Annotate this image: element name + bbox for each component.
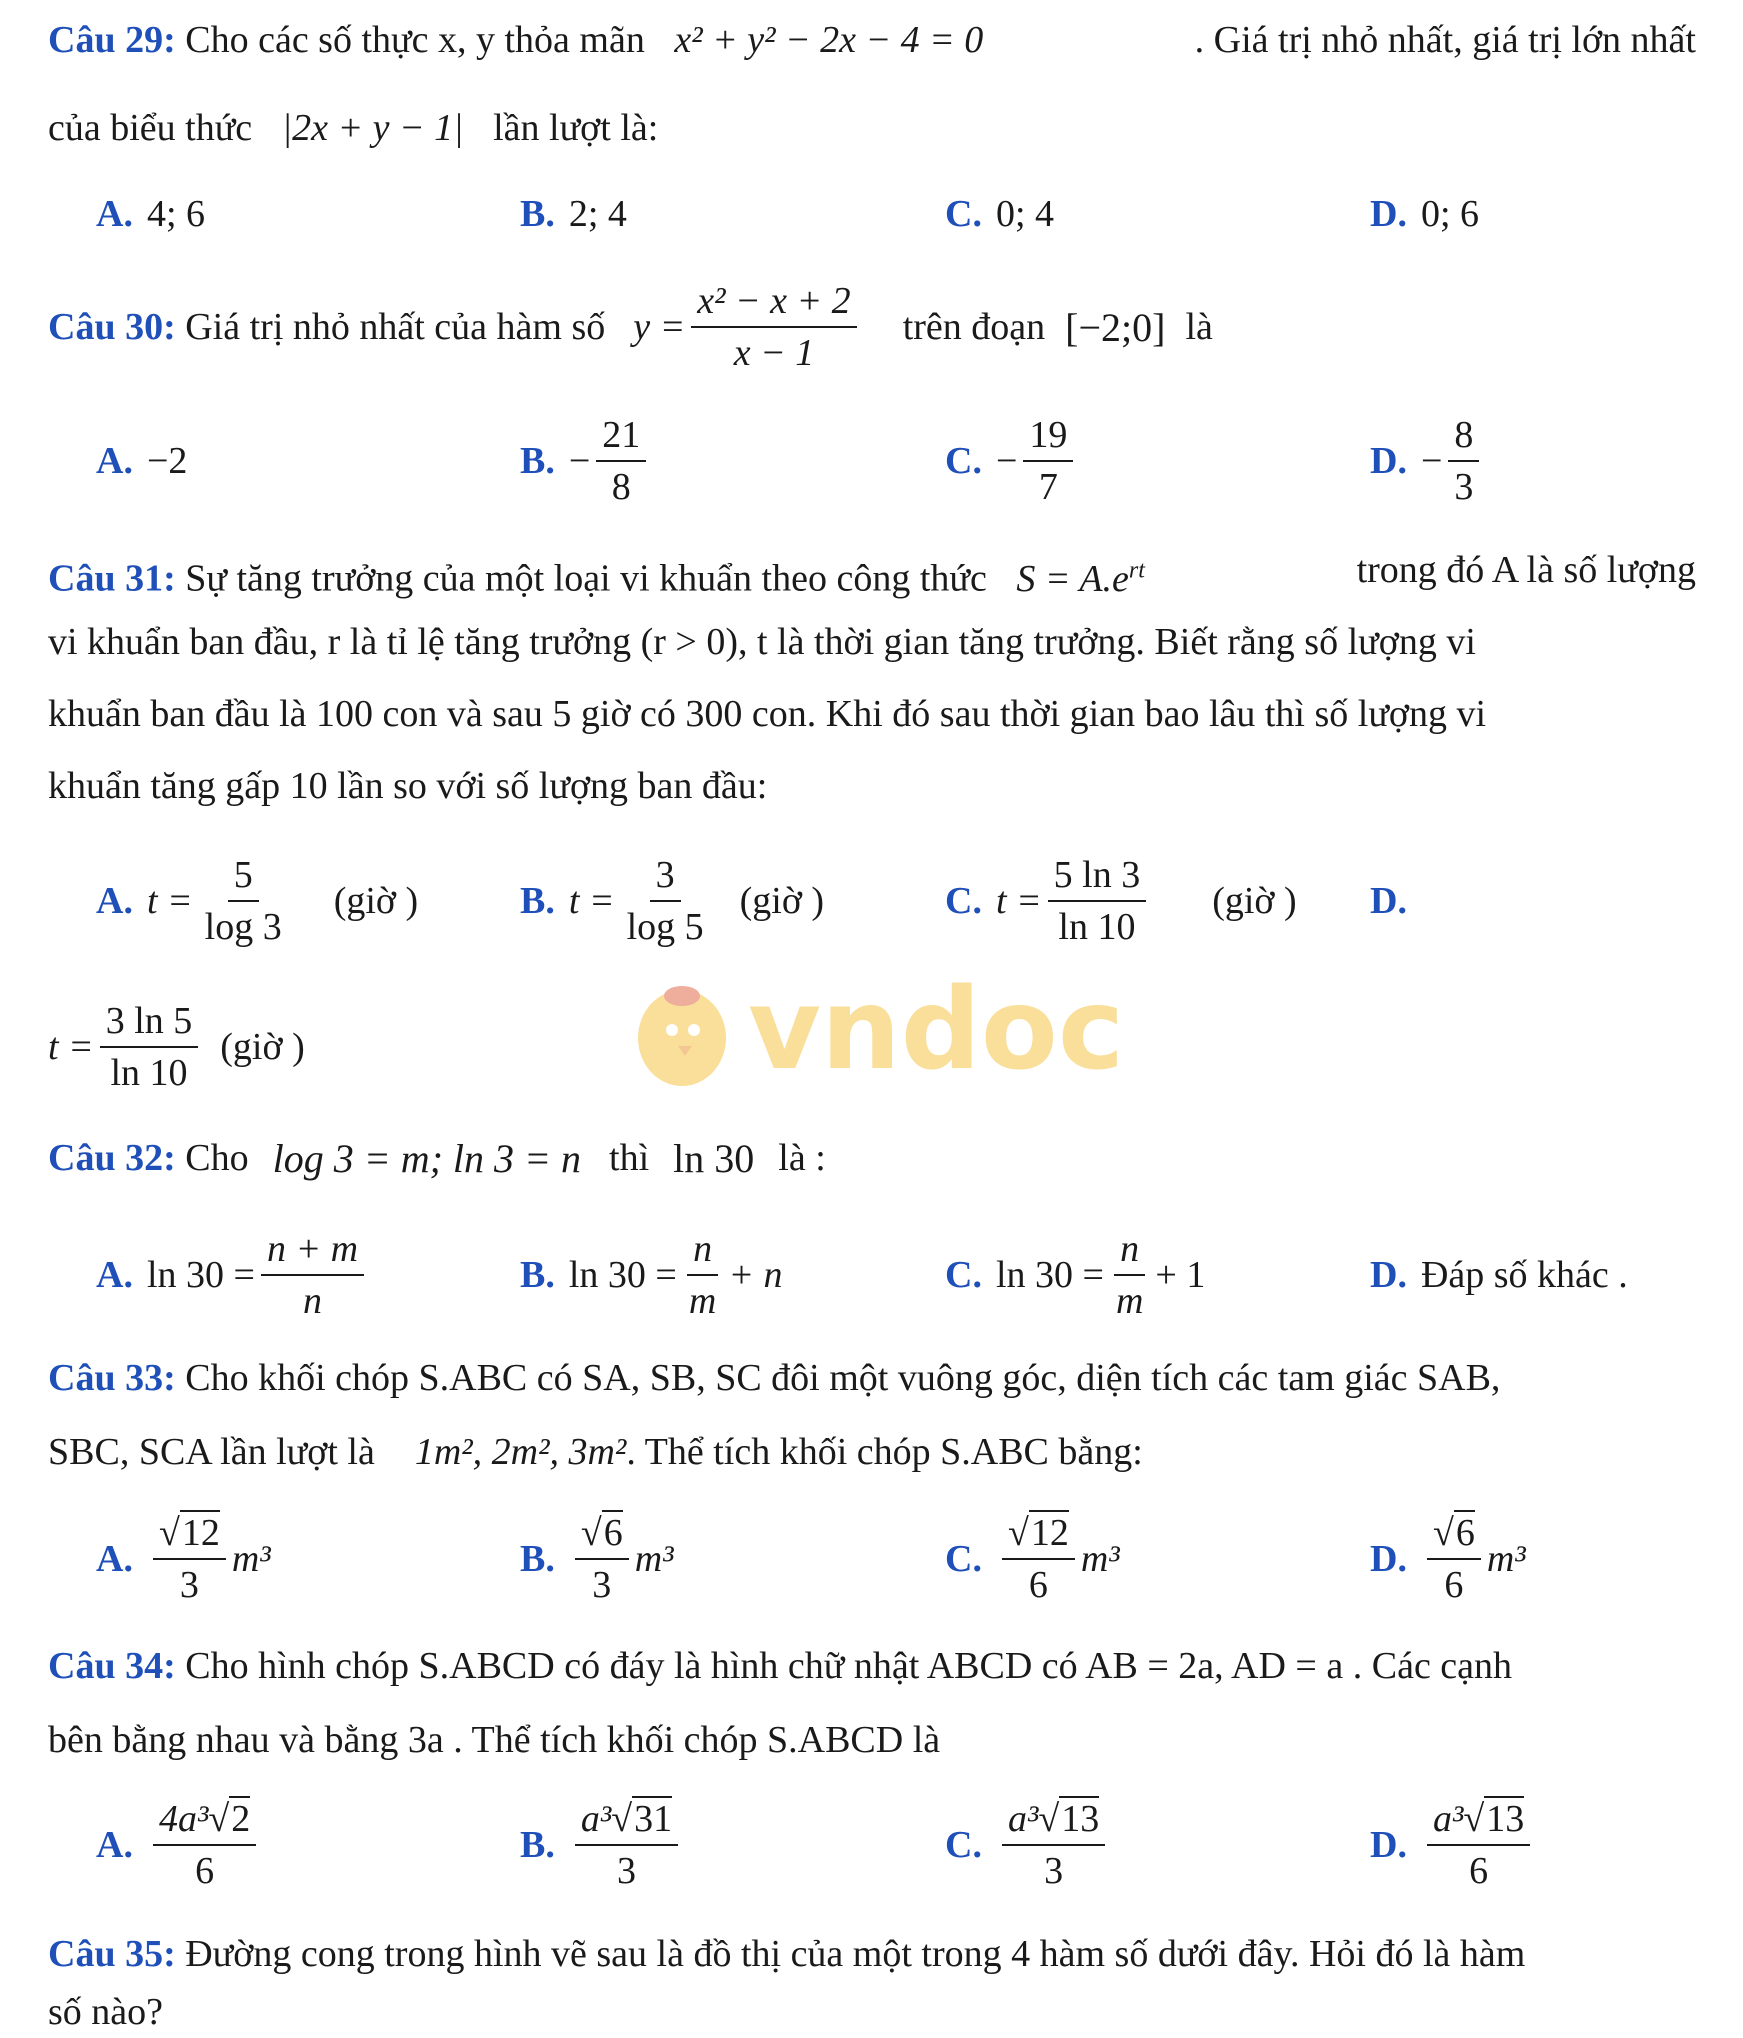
q33-options — [0, 1504, 1743, 1614]
q34-line-2: bên bằng nhau và bằng 3a . Thể tích khối chóp S.ABCD là — [48, 1719, 941, 1761]
q30-option-a: A. −2 — [96, 440, 188, 482]
q33-option-b: B. $\frac{√6}{3}$ m³ — [520, 1512, 674, 1606]
q35-line-1: Câu 35: Đường cong trong hình vẽ sau là đồ thị của một trong 4 hàm số dưới đây. Hỏi đó là hàm — [48, 1933, 1526, 1975]
q32-option-a: A. ln 30 = $\frac{n + m}{n}$ — [96, 1220, 370, 1330]
q31-option-d: t = $\frac{3 \ln 5}{\ln 10}$ (giờ ) — [48, 1000, 305, 1094]
q30-function-fraction: $\frac{\text{x² − x + 2}}{x - 1}$ — [691, 282, 856, 372]
q33-label: Câu 33: — [48, 1357, 176, 1399]
q29-option-b: B. 2; 4 — [520, 193, 627, 235]
q29-expression: x² + y² − 2x − 4 = 0 — [674, 19, 984, 61]
q35-line-2: số nào? — [48, 1991, 164, 2033]
q31-formula: $S = A.e^{rt}$ — [1016, 557, 1145, 600]
q30-stem: Câu 30: Giá trị nhỏ nhất của hàm số y = $\frac{\text{x² − x + 2}}{x - 1}$ trên đoạn [−2;0] là — [48, 280, 1213, 374]
q32-label: Câu 32: — [48, 1137, 176, 1179]
q32-option-c: C. ln 30 = $\frac{n}{m}$ + 1 — [945, 1228, 1206, 1322]
q31-options-row-1 — [0, 846, 1743, 956]
q30-option-c: C. − $\frac{19}{7}$ — [945, 406, 1079, 516]
q31-line-3: khuẩn ban đầu là 100 con và sau 5 giờ có 300 con. Khi đó sau thời gian bao lâu thì số lượng vi — [48, 693, 1487, 735]
q32-options — [0, 1220, 1743, 1330]
q34-label: Câu 34: — [48, 1645, 176, 1687]
q34-option-b: B. $\frac{\text{a³√31}}{3}$ — [520, 1790, 684, 1900]
q33-line-2: SBC, SCA lần lượt là 1m², 2m², 3m². Thể tích khối chóp S.ABC bằng: — [48, 1431, 1143, 1473]
q34-line-1: Câu 34: Cho hình chóp S.ABCD có đáy là hình chữ nhật ABCD có AB = 2a, AD = a . Các cạnh — [48, 1645, 1513, 1687]
watermark-text: vndoc — [748, 965, 1125, 1095]
q29-line-2 — [48, 104, 1696, 152]
q31-line-2: vi khuẩn ban đầu, r là tỉ lệ tăng trưởng (r > 0), t là thời gian tăng trưởng. Biết rằng số lượng vi — [48, 621, 1476, 663]
q31-option-a: A. t = $\frac{5}{\log 3}$ (giờ ) — [96, 854, 419, 948]
q30-interval: [−2;0] — [1065, 304, 1166, 350]
q34-options — [0, 1790, 1743, 1900]
q29-line-1 — [48, 16, 1696, 64]
q33-line-1: Câu 33: Cho khối chóp S.ABC có SA, SB, SC đôi một vuông góc, diện tích các tam giác SAB, — [48, 1357, 1501, 1399]
q35-label: Câu 35: — [48, 1933, 176, 1975]
q29-option-c: C. 0; 4 — [945, 193, 1055, 235]
q29-option-a: A. 4; 6 — [96, 193, 206, 235]
q32-expression: log 3 = m; ln 3 = n — [272, 1135, 582, 1181]
q30-text-1: Giá trị nhỏ nhất của hàm số — [185, 306, 606, 348]
q29-text-1: Cho các số thực x, y thỏa mãn — [185, 19, 645, 61]
q30-option-d: D. − $\frac{8}{3}$ — [1370, 406, 1485, 516]
q29-label: Câu 29: — [48, 19, 176, 61]
q30-option-b: B. − $\frac{21}{8}$ — [520, 406, 652, 516]
q30-label: Câu 30: — [48, 306, 176, 348]
q30-options — [0, 406, 1743, 516]
q29-option-d: D. 0; 6 — [1370, 193, 1480, 235]
q33-option-a: A. $\frac{√12}{3}$ m³ — [96, 1512, 271, 1606]
q32-option-d: D. Đáp số khác . — [1370, 1254, 1628, 1296]
q31-option-d-label: D. — [1370, 880, 1407, 922]
q29-options — [0, 164, 1743, 264]
q34-option-c: C. $\frac{\text{a³√13}}{3}$ — [945, 1790, 1111, 1900]
q32-option-b: B. ln 30 = $\frac{n}{m}$ + n — [520, 1228, 783, 1322]
q29-expression-2: |2x + y − 1| — [281, 107, 464, 149]
q29-text-2: . Giá trị nhỏ nhất, giá trị lớn nhất — [1194, 19, 1696, 61]
q34-option-a: A. $\frac{\text{4a³√2}}{6}$ — [96, 1790, 262, 1900]
q31-option-b: B. t = $\frac{3}{\log 5}$ (giờ ) — [520, 854, 825, 948]
q31-line-4: khuẩn tăng gấp 10 lần so với số lượng ban đầu: — [48, 765, 768, 807]
q34-option-d: D. $\frac{\text{a³√13}}{6}$ — [1370, 1790, 1536, 1900]
q29-text-4: lần lượt là: — [493, 107, 659, 149]
q33-option-c: C. $\frac{√12}{6}$ m³ — [945, 1512, 1120, 1606]
q29-text-3: của biểu thức — [48, 107, 253, 149]
q31-option-c: C. t = $\frac{5 \ln 3}{\ln 10}$ (giờ ) — [945, 854, 1297, 948]
q31-label: Câu 31: — [48, 557, 176, 600]
vndoc-watermark-logo — [620, 960, 1140, 1100]
q33-option-d: D. $\frac{√6}{6}$ m³ — [1370, 1512, 1526, 1606]
q31-line-1: Câu 31: Sự tăng trưởng của một loại vi khuẩn theo công thức $S = A.e^{rt}$ trong đó A là số lượng — [48, 549, 1696, 600]
q32-stem: Câu 32: Cho log 3 = m; ln 3 = n thì ln 30 là : — [48, 1135, 826, 1181]
